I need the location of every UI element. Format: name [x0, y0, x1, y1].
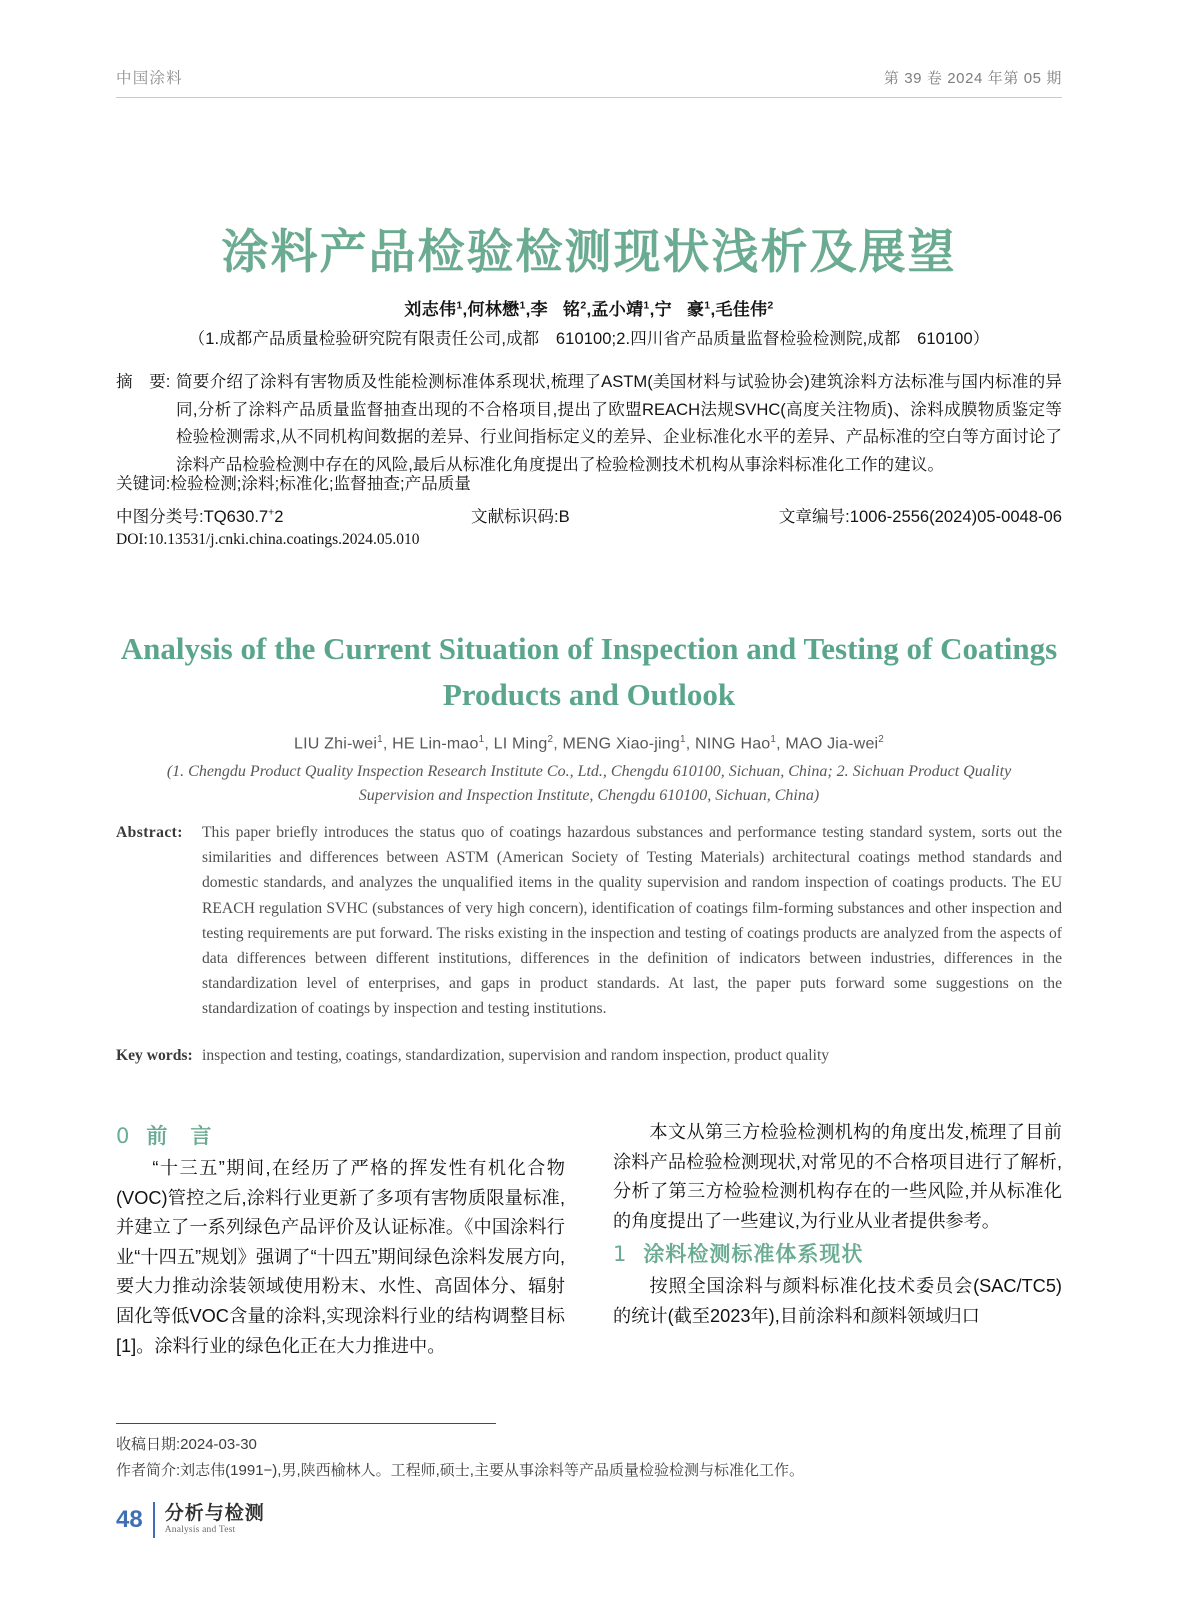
page-title-chinese: 涂料产品检验检测现状浅析及展望	[221, 225, 957, 280]
document-code	[471, 503, 761, 527]
paragraph-intro-continued: 本文从第三方检验检测机构的角度出发,梳理了目前涂料产品检验检测现状,对常见的不合格项目进行了解析,分析了第三方检验检测机构存在的一些风险,并从标准化的角度提出了一些建议,为行业从业者提供参考。	[613, 1122, 1062, 1231]
abstract-text-chinese: 简要介绍了涂料有害物质及性能检测标准体系现状,梳理了ASTM(美国材料与试验协会)建筑涂料方法标准与国内标准的异同,分析了涂料产品质量监督抽查出现的不合格项目,提出了欧盟REACH法规SVHC(高度关注物质)、涂料成膜物质鉴定等检验检测需求,从不同机构间数据的差异、行业间指标定义的差异、企业标准化水平的差异、产品标准的空白等方面讨论了涂料产品检验检测中存在的风险,最后从标准化角度提出了检验检测技术机构从事涂料标准化工作的建议。	[176, 372, 1062, 474]
page-footer	[116, 1502, 265, 1538]
keywords-text-english: inspection and testing, coatings, standardization, supervision and random inspection, product quality	[202, 1047, 830, 1064]
authors-chinese: 刘志伟$^1$,何林懋$^1$,李 铭$^2$,孟小靖$^1$,宁 豪$^1$,毛佳伟$^2$	[404, 299, 774, 319]
author-bio-line	[116, 1458, 1062, 1484]
abstract-english	[116, 820, 1062, 1022]
page-title-english: Analysis of the Current Situation of Inspection and Testing of Coatings Products and Outlook	[120, 631, 1058, 712]
footer-section-cn: 分析与检测	[164, 1503, 265, 1525]
metadata-row	[116, 503, 1062, 527]
keywords-chinese	[116, 470, 1062, 494]
doi: DOI:10.13531/j.cnki.china.coatings.2024.05.010	[116, 531, 420, 548]
section-title-0: 前 言	[146, 1124, 213, 1148]
body-column-right	[613, 1118, 1062, 1400]
document-code-label: 文献标识码:	[471, 507, 559, 526]
section-heading-0	[116, 1118, 565, 1154]
clc-label: 中图分类号:	[116, 507, 204, 526]
clc-number	[116, 503, 471, 527]
keywords-label-english: Key words:	[116, 1047, 193, 1064]
authors-english: LIU Zhi-wei$^1$, HE Lin-mao$^1$, LI Ming$^2$, MENG Xiao-jing$^1$, NING Hao$^1$, MAO Jia-wei$^2$	[293, 734, 885, 753]
author-bio-text: 刘志伟(1991−),男,陕西榆林人。工程师,硕士,主要从事涂料等产品质量检验检测与标准化工作。	[180, 1462, 804, 1479]
abstract-label-chinese: 摘 要:	[116, 372, 171, 391]
keywords-english	[116, 1043, 1062, 1068]
paragraph-section-1: 按照全国涂料与颜料标准化技术委员会(SAC/TC5)的统计(截至2023年),目前涂料和颜料领域归口	[613, 1276, 1062, 1326]
abstract-text-english: This paper briefly introduces the status quo of coatings hazardous substances and performance testing standard system, sorts out the similarities and differences between ASTM (American Society of Testing Materials) architectural coatings method standards and domestic standards, and analyzes the unqualified items in the quality supervision and random inspection of coatings products. The EU REACH regulation SVHC (substances of very high concern), identification of coatings film-forming substances and other inspection and testing requirements are put forward. The risks existing in the inspection and testing of coatings products are analyzed from the aspects of data differences between different institutions, differences in the definition of indicators between industries, differences in the standardization level of enterprises, and gaps in product standards. At last, the paper puts forward some suggestions on the standardization of coatings by inspection and testing institutions.	[202, 824, 1062, 1018]
section-number-1: 1	[613, 1242, 628, 1267]
footer-section-en: Analysis and Test	[164, 1525, 236, 1536]
keywords-text-chinese: 检验检测;涂料;标准化;监督抽查;产品质量	[170, 474, 471, 493]
running-head-journal: 中国涂料	[116, 70, 183, 87]
body-column-left	[116, 1118, 565, 1400]
article-id-label: 文章编号:	[778, 507, 850, 526]
running-head	[116, 66, 1062, 88]
clc-value: TQ630.7+2	[203, 507, 284, 526]
article-id	[761, 503, 1062, 527]
received-date-label: 收稿日期:	[116, 1436, 181, 1453]
running-head-issue: 第 39 卷 2024 年第 05 期	[883, 70, 1062, 87]
section-heading-1	[613, 1236, 1062, 1272]
affiliation-english: (1. Chengdu Product Quality Inspection Research Institute Co., Ltd., Chengdu 610100, Sichuan, China; 2. Sichuan Product Quality Supervision and Inspection Institute, Chengdu 610100, Sichuan, China)	[166, 763, 1012, 804]
section-number-0: 0	[116, 1124, 131, 1148]
affiliation-chinese: （1.成都产品质量检验研究院有限责任公司,成都 610100;2.四川省产品质量监督检验检测院,成都 610100）	[188, 330, 990, 348]
footnote-divider	[116, 1423, 496, 1424]
body-columns	[116, 1118, 1062, 1400]
footer-section-labels	[165, 1504, 265, 1535]
section-title-1: 涂料检测标准体系现状	[643, 1242, 864, 1267]
footnote-block	[116, 1432, 1062, 1484]
running-head-divider	[116, 97, 1062, 98]
article-id-value: 1006-2556(2024)05-0048-06	[849, 507, 1062, 526]
abstract-chinese	[116, 368, 1062, 478]
abstract-label-english: Abstract:	[116, 824, 183, 841]
author-bio-label: 作者简介:	[116, 1462, 181, 1479]
received-date-value: 2024-03-30	[180, 1436, 257, 1453]
paragraph-intro: “十三五”期间,在经历了严格的挥发性有机化合物(VOC)管控之后,涂料行业更新了多项有害物质限量标准,并建立了一系列绿色产品评价及认证标准。《中国涂料行业“十四五”规划》强调了“十四五”期间绿色涂料发展方向,要大力推动涂装领域使用粉末、水性、高固体分、辐射固化等低VOC含量的涂料,实现涂料行业的结构调整目标[1]。涂料行业的绿色化正在大力推进中。	[116, 1158, 565, 1356]
keywords-label-chinese: 关键词:	[116, 474, 171, 493]
footer-divider-bar	[153, 1502, 155, 1538]
received-date-line	[116, 1432, 1062, 1458]
document-code-value: B	[558, 507, 570, 526]
page-number: 48	[116, 1506, 143, 1533]
